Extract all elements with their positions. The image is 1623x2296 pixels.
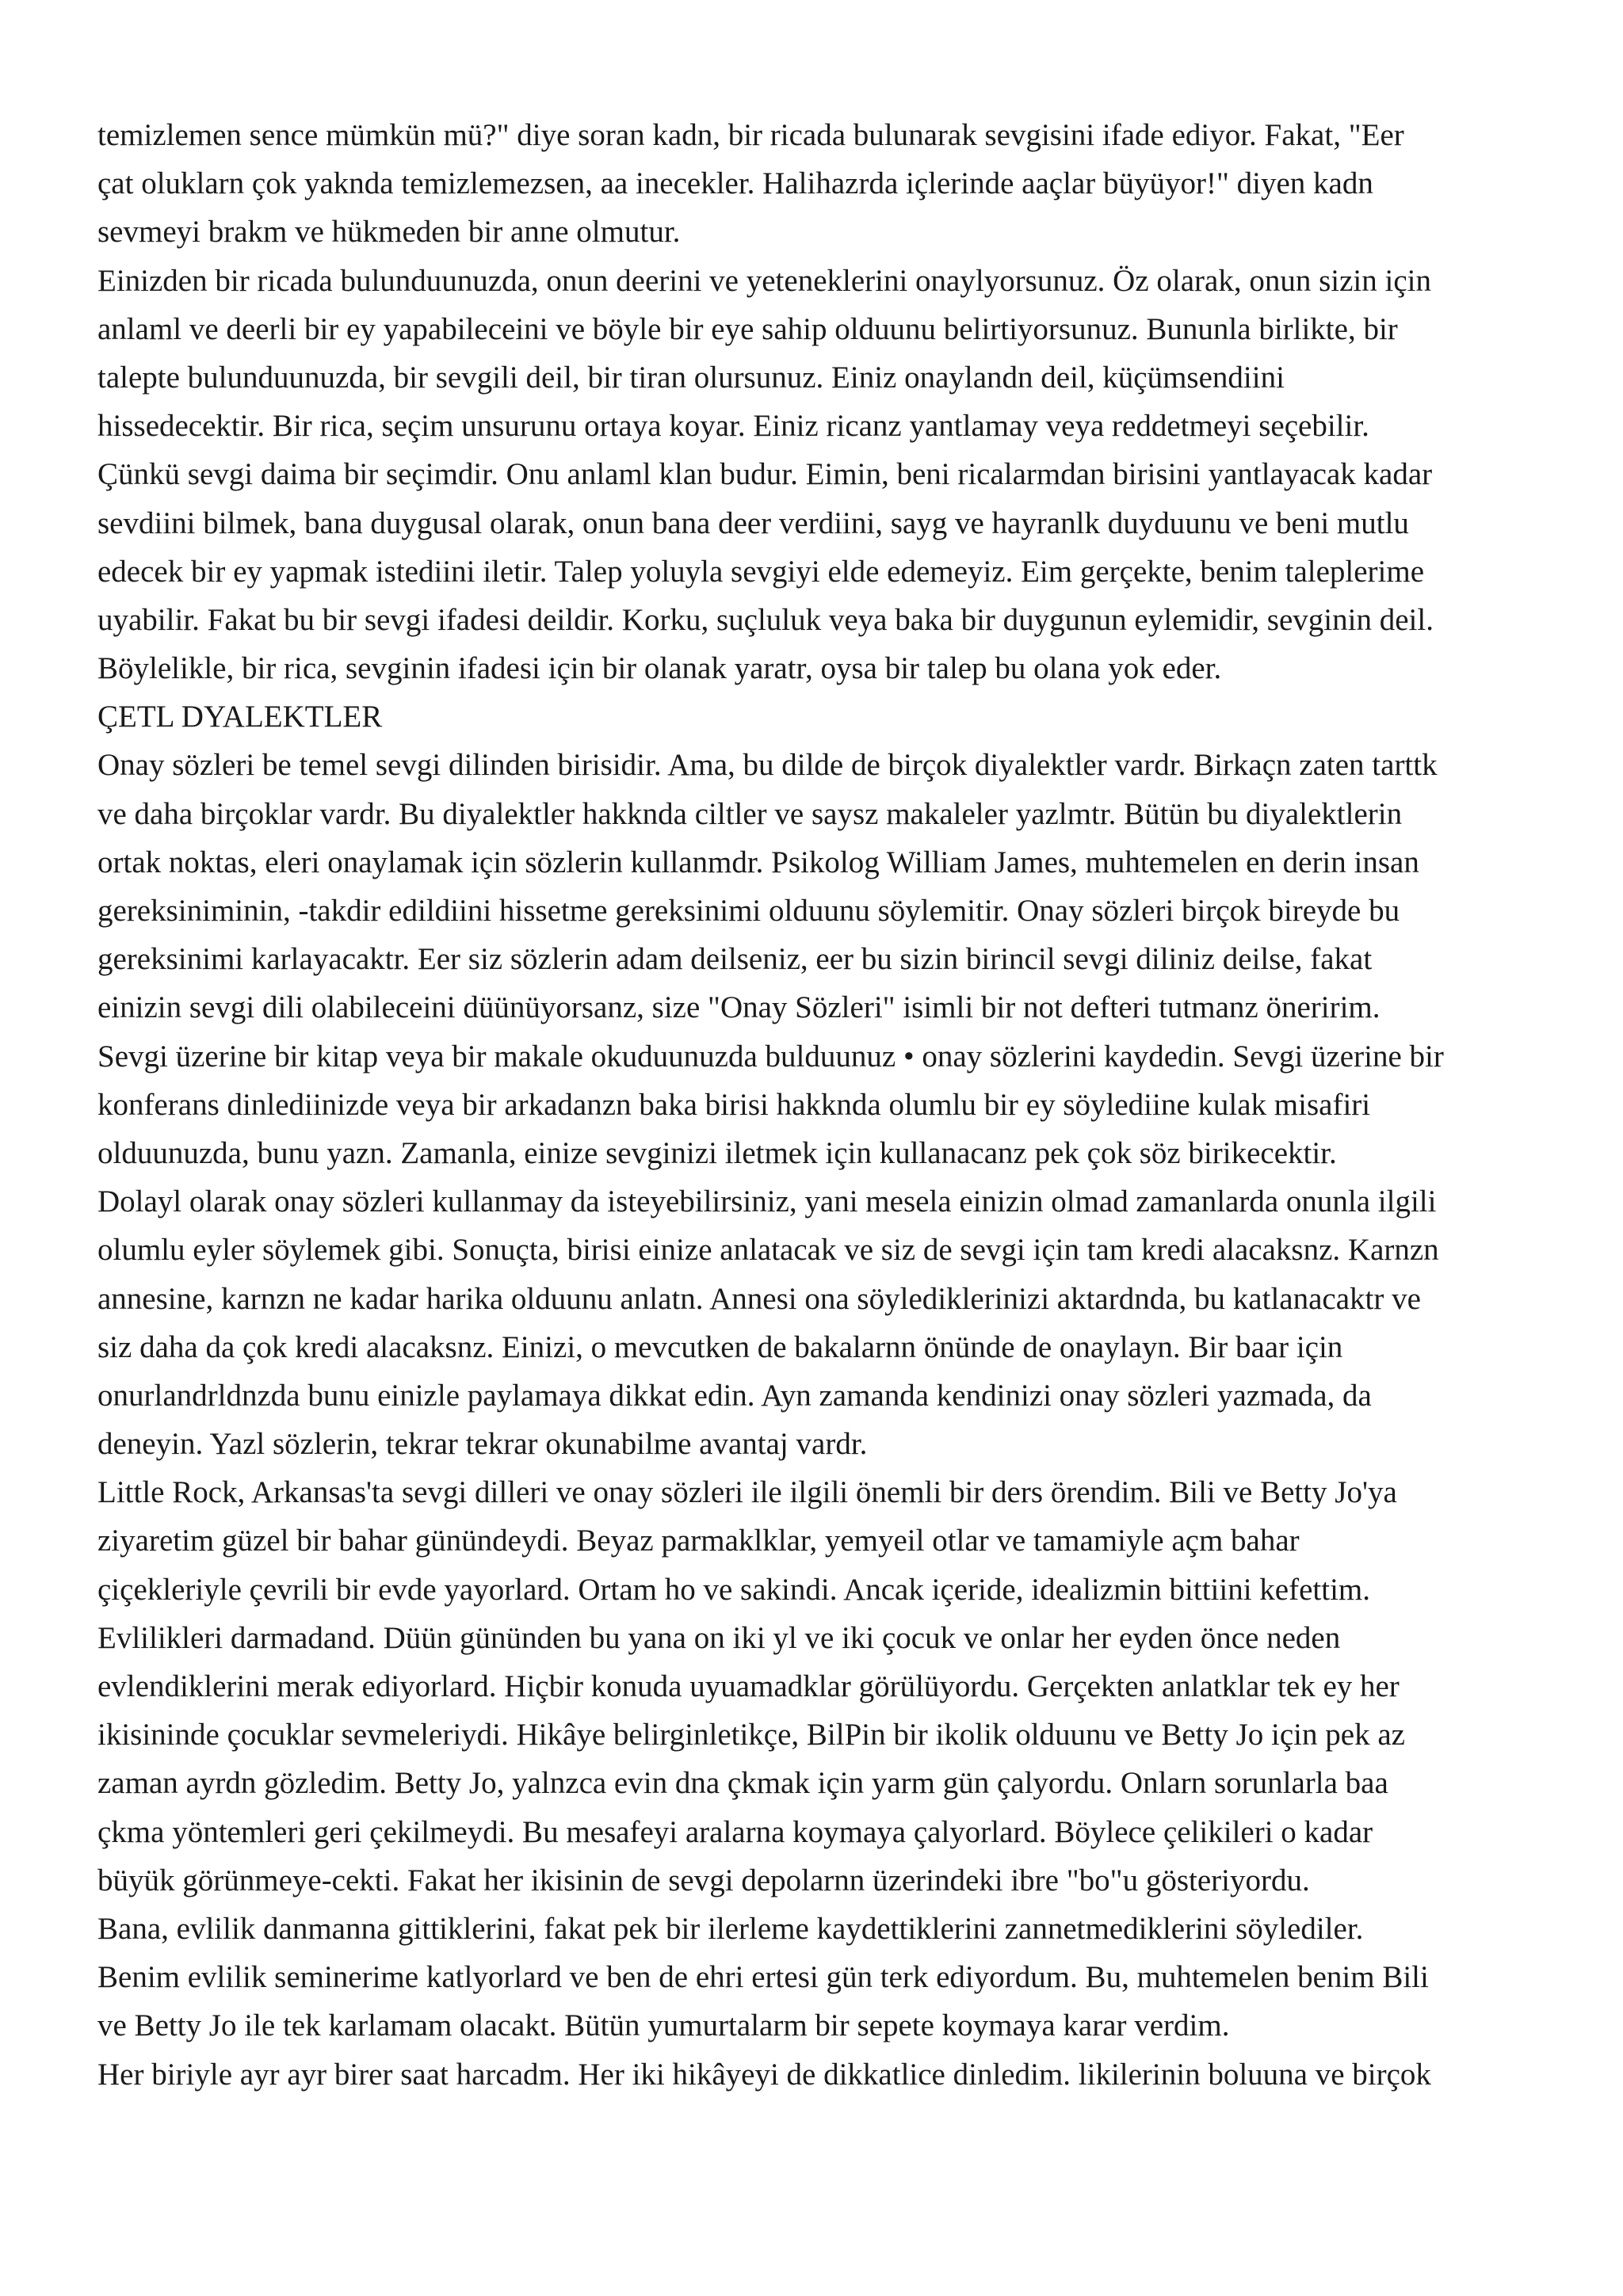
text-line: hissedecektir. Bir rica, seçim unsurunu ortaya koyar. Einiz ricanz yantlamay veya reddetmeyi seçebilir. (97, 409, 1369, 444)
text-line: zaman ayrdn gözledim. Betty Jo, yalnzca evin dna çkmak için yarm gün çalyordu. Onlarn sorunlarla baa (97, 1766, 1388, 1801)
text-line: annesine, karnzn ne kadar harika olduunu anlatn. Annesi ona söylediklerinizi aktardnda, bu katlanacaktr ve (97, 1281, 1421, 1316)
text-line: Evlilikleri darmadand. Düün gününden bu yana on iki yl ve iki çocuk ve onlar her eyden önce neden (97, 1620, 1341, 1655)
text-line: Einizden bir ricada bulunduunuzda, onun deerini ve yeteneklerini onaylyorsunuz. Öz olarak, onun sizin için (97, 263, 1431, 298)
text-line: edecek bir ey yapmak istediini iletir. Talep yoluyla sevgiyi elde edemeyiz. Eim gerçekte, benim taleplerime (97, 554, 1425, 589)
text-line: ve Betty Jo ile tek karlamam olacakt. Bütün yumurtalarm bir sepete koymaya karar verdim. (97, 2008, 1230, 2043)
text-line: ortak noktas, eleri onaylamak için sözlerin kullanmdr. Psikolog William James, muhtemelen en derin insan (97, 845, 1419, 879)
text-line: çiçekleriyle çevrili bir evde yayorlard. Ortam ho ve sakindi. Ancak içeride, idealizmin bittiini kefettim. (97, 1572, 1371, 1607)
text-line: çkma yöntemleri geri çekilmeydi. Bu mesafeyi aralarna koymaya çalyorlard. Böylece çelikileri o kadar (97, 1814, 1373, 1849)
text-line: Böylelikle, bir rica, sevginin ifadesi için bir olanak yaratr, oysa bir talep bu olana yok eder. (97, 651, 1222, 686)
text-line: uyabilir. Fakat bu bir sevgi ifadesi deildir. Korku, suçluluk veya baka bir duygunun eylemidir, sevginin deil. (97, 602, 1434, 637)
text-line: gereksiniminin, -takdir edildiini hissetme gereksinimi olduunu söylemitir. Onay sözleri birçok bireyde bu (97, 894, 1400, 928)
text-line: sevmeyi brakm ve hükmeden bir anne olmutur. (97, 215, 681, 250)
text-line: Dolayl olarak onay sözleri kullanmay da isteyebilirsiniz, yani mesela einizin olmad zamanlarda onunla ilgili (97, 1184, 1437, 1219)
text-line: temizlemen sence mümkün mü?" diye soran kadn, bir ricada bulunarak sevgisini ifade ediyor. Fakat, "Eer (97, 118, 1404, 152)
text-line: çat oluklarn çok yaknda temizlemezsen, aa inecekler. Halihazrda içlerinde aaçlar büyüyor!" diyen kadn (97, 166, 1373, 201)
text-line: olduunuzda, bunu yazn. Zamanla, einize sevginizi iletmek için kullanacanz pek çok söz birikecektir. (97, 1135, 1337, 1170)
document-page (97, 111, 1548, 2099)
text-line: ikisininde çocuklar sevmeleriydi. Hikâye belirginletikçe, BilPin bir ikolik olduunu ve Betty Jo için pek az (97, 1718, 1405, 1753)
text-line: olumlu eyler söylemek gibi. Sonuçta, birisi einize anlatacak ve siz de sevgi için tam kredi alacaksnz. Karnzn (97, 1233, 1439, 1268)
text-line: ve daha birçoklar vardr. Bu diyalektler hakknda ciltler ve saysz makaleler yazlmtr. Bütün bu diyalektlerin (97, 796, 1403, 831)
text-line: gereksinimi karlayacaktr. Eer siz sözlerin adam deilseniz, eer bu sizin birincil sevgi diliniz deilse, fakat (97, 942, 1373, 977)
text-line: büyük görünmeye-cekti. Fakat her ikisinin de sevgi depolarnn üzerindeki ibre "bo"u gösteriyordu. (97, 1863, 1310, 1897)
text-line: Onay sözleri be temel sevgi dilinden birisidir. Ama, bu dilde de birçok diyalektler vardr. Birkaçn zaten tarttk (97, 748, 1438, 783)
text-line: anlaml ve deerli bir ey yapabileceini ve böyle bir eye sahip olduunu belirtiyorsunuz. Bununla birlikte, bir (97, 311, 1398, 346)
text-line: ziyaretim güzel bir bahar günündeydi. Beyaz parmaklklar, yemyeil otlar ve tamamiyle açm bahar (97, 1524, 1300, 1558)
text-line: evlendiklerini merak ediyorlard. Hiçbir konuda uyuamadklar görülüyordu. Gerçekten anlatklar tek ey her (97, 1669, 1400, 1703)
text-line: konferans dinlediinizde veya bir arkadanzn baka birisi hakknda olumlu bir ey söylediine kulak misafiri (97, 1087, 1371, 1122)
text-line: Bana, evlilik danmanna gittiklerini, fakat pek bir ilerleme kaydettiklerini zannetmediklerini söylediler. (97, 1911, 1364, 1946)
text-line: sevdiini bilmek, bana duygusal olarak, onun bana deer verdiini, sayg ve hayranlk duyduunu ve beni mutlu (97, 505, 1409, 540)
text-line: talepte bulunduunuzda, bir sevgili deil, bir tiran olursunuz. Einiz onaylandn deil, küçümsendiini (97, 360, 1285, 395)
text-line: onurlandrldnzda bunu einizle paylamaya dikkat edin. Ayn zamanda kendinizi onay sözleri yazmada, da (97, 1378, 1372, 1413)
text-line: einizin sevgi dili olabileceini düünüyorsanz, size "Onay Sözleri" isimli bir not defteri tutmanz öneririm. (97, 990, 1381, 1025)
text-line: siz daha da çok kredi alacaksnz. Einizi, o mevcutken de bakalarnn önünde de onaylayn. Bir baar için (97, 1329, 1343, 1364)
text-line: Her biriyle ayr ayr birer saat harcadm. Her iki hikâyeyi de dikkatlice dinledim. likilerinin boluuna ve birçok (97, 2057, 1431, 2092)
text-line: Çünkü sevgi daima bir seçimdir. Onu anlaml klan budur. Eimin, beni ricalarmdan birisini yantlayacak kadar (97, 457, 1433, 492)
text-line: Sevgi üzerine bir kitap veya bir makale okuduunuzda bulduunuz • onay sözlerini kaydedin. Sevgi üzerine bir (97, 1039, 1444, 1074)
section-heading: ÇETL DYALEKTLER (97, 700, 383, 734)
text-line: deneyin. Yazl sözlerin, tekrar tekrar okunabilme avantaj vardr. (97, 1427, 868, 1462)
text-line: Little Rock, Arkansas'ta sevgi dilleri ve onay sözleri ile ilgili önemli bir ders örendim. Bili ve Betty Jo'ya (97, 1475, 1397, 1510)
text-line: Benim evlilik seminerime katlyorlard ve ben de ehri ertesi gün terk ediyordum. Bu, muhtemelen benim Bili (97, 1960, 1429, 1995)
